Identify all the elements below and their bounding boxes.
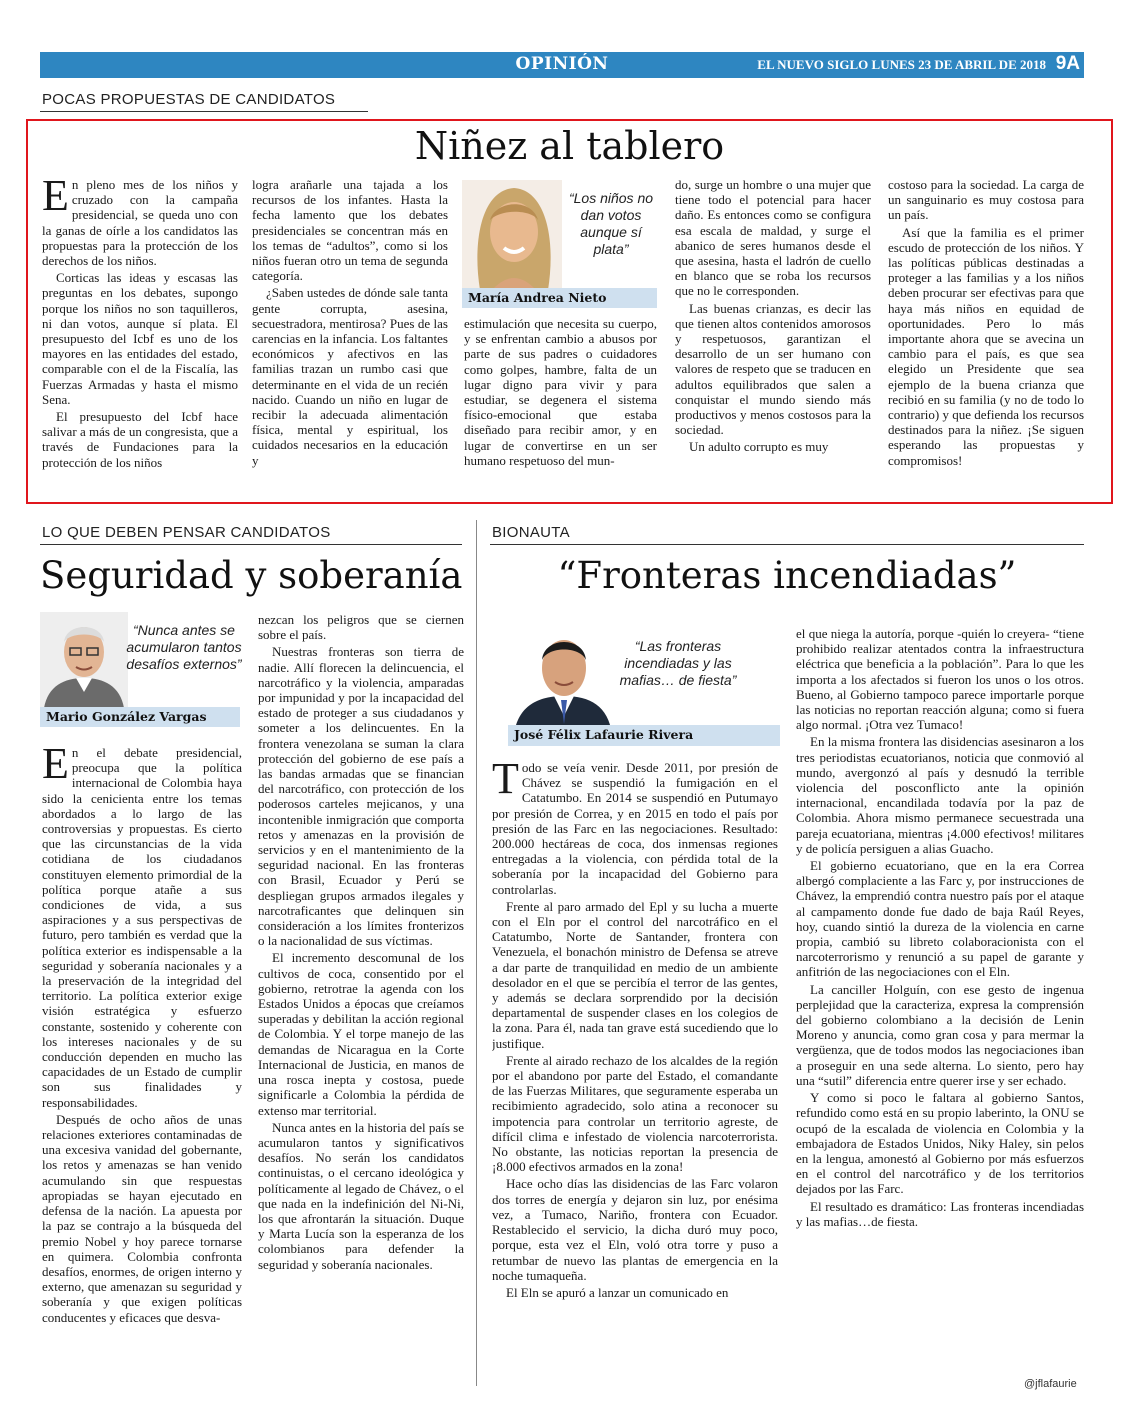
kicker-underline [40,544,462,545]
article2-title: Seguridad y soberanía [40,554,463,597]
author-handle: @jflafaurie [1024,1378,1077,1390]
article1-kicker: POCAS PROPUESTAS DE CANDIDATOS [42,91,336,108]
article3-title: “Fronteras incendiadas” [557,554,1017,597]
article2-byline: Mario González Vargas [40,707,240,727]
article2-column-1: En el debate presidencial, preocupa que la política internacional de Colombia haya sido la cenicienta entre los temas abordados a lo largo de las controversias y propuestas. Es cierto que las circunstancias de la vida cotidiana de los ciudadanos constituyen elemento primordial de la política porque atañe a sus condiciones de vida, a sus aspiraciones y a sus perspectivas de futuro, pero también es verdad que la política exterior es indispensable a la seguridad y soberanía nacionales y a la preservación de la integridad del territorio. La política exterior exige visión estratégica y esfuerzo constante, sostenido y coherente con los intereses nacionales y de su conducción dependen en mucho las capacidades de un Estado de cumplir son sus finalidades y responsabilidades. Después de ocho años de unas relaciones exteriores contaminadas de una excesiva vanidad del gobernante, los retos y amenazas se han venido acumulando sin que respuestas apropiadas se hayan ejecutado en defensa de la nación. La apuesta por la paz se contrajo a la búsqueda del premio Nobel y hoy parece tornarse en quimera. Colombia confronta desafíos, enormes, de origen interno y externo, que amenazan su seguridad y soberanía y que exigen políticas conducentes y eficaces que desva- [42,745,242,1325]
page-number: 9A [1055,53,1080,74]
article3-column-2: el que niega la autoría, porque -quién lo creyera- “tiene prohibido realizar atentados contra la infraestructura eléctrica que beneficia a la población”. Para lo que les importa a los afectados si fueron los unos o los otros. Bueno, al Gobierno tampoco parece importarle porque las noticias no reportan reacción alguna; como si fuera algo normal. ¡Otra vez Tumaco! En la misma frontera las disidencias asesinaron a los tres periodistas ecuatorianos, noticia que conmovió al mundo, avergonzó al país y desnudó la terrible violencia del posconflicto ante la opinión internacional, encandilada todavía por la paz de Colombia. Ahora mismo permanece secuestrada una pareja ecuatoriana, mientras ¡4.000 efectivos! militares y de policía persiguen a alias Guacho. El gobierno ecuatoriano, que en la era Correa albergó complaciente a las Farc y, por instrucciones de Chávez, la emprendió contra nuestro país por el ataque al campamento donde fue dado de baja Raúl Reyes, hoy, cuando sintió la dureza de la violencia en carne propia, cambió su libreto colaboracionista con el narcoterrorismo y renunció a su papel de garante y anfitrión de las negociaciones con el Eln. La canciller Holguín, con ese gesto de ingenua perplejidad que la caracteriza, expresa la comprensión del gobierno colombiano a la decisión de Lenin Moreno y anuncia, como gran cosa y para mermar la vergüenza, que de todos modos las negociaciones iban a proseguir en una sede alterna. Lo siento, pero hay una “sutil” diferencia entre querer irse y ser echado. Y como si poco le faltara al gobierno Santos, refundido como está en su propio laberinto, la ONU se ocupó de la escalada de violencia en Colombia y la embajadora de Estados Unidos, Niky Haley, sin pelos en la lengua, amonestó al Gobierno por más esfuerzos en el control del narcotráfico y de los territorios dejados por las Farc. El resultado es dramático: Las fronteras incendiadas y las mafias…de fiesta. [796,626,1084,1229]
drop-cap: E [42,745,69,788]
article3-pull-quote: “Las fronteras incendiadas y las mafias… de fiesta” [619,638,737,688]
article1-column-4: do, surge un hombre o una mujer que tiene todo el potencial para hacer daño. Es entonces como se configura esa escala de maldad, y surge el abanico de seres humanos desde el que asesina, hasta el ladrón de cuello en blanco que se roba los recursos que no le corresponden. Las buenas crianzas, es decir las que tienen altos contenidos amorosos y respetuosos, garantizan el desarrollo de un ser humano con valores de respeto que se traducen en adultos equilibrados que salen a conquistar el mundo siendo más productivos y menos costosos para la sociedad. Un adulto corrupto es muy [675,177,871,455]
drop-cap: T [492,760,519,803]
paper-date: EL NUEVO SIGLO LUNES 23 DE ABRIL DE 2018 [757,57,1046,72]
article2-pull-quote: “Nunca antes se acumularon tantos desafíos externos” [126,622,242,672]
article2-kicker: LO QUE DEBEN PENSAR CANDIDATOS [42,524,331,541]
article3-byline: José Félix Lafaurie Rivera [508,725,780,746]
section-banner [40,52,1084,78]
article1-column-3: estimulación que necesita su cuerpo, y se enfrentan cambio a abusos por parte de sus padres o cuidadores como golpes, hambre, falta de un lugar digno para vivir y para estudiar, se degenera el sistema físico-emocional que estaba diseñado para recibir amor, y en lugar de convertirse en un ser humano respetuoso del mun- [464,316,657,468]
column-divider [476,520,477,1386]
section-title: OPINIÓN [515,54,609,74]
drop-cap: E [42,177,69,220]
article3-kicker: BIONAUTA [492,524,570,541]
author-photo [508,624,618,734]
article1-pull-quote: “Los niños no dan votos aunque sí plata” [568,190,654,257]
article1-column-1: En pleno mes de los niños y cruzado con la campaña presidencial, se queda uno con la ganas de oírle a los candidatos las propuestas para la protección de los derechos de los niños. Corticas las ideas y escasas las preguntas en los debates, supongo porque los niños no son taquilleros, ni dan votos, aunque sí plata. El presupuesto del Icbf es uno de los mayores en las entidades del estado, comparable con el de la Fiscalía, las Fuerzas Armadas y hasta el mismo Sena. El presupuesto del Icbf hace salivar a más de un congresista, que a través de Fundaciones para la protección de los niños [42,177,238,470]
kicker-underline [490,544,1084,545]
article1-column-5: costoso para la sociedad. La carga de un sanguinario es muy costosa para un país. Así que la familia es el primer escudo de protección de los niños. Y las políticas públicas destinadas a proteger a las familias y a los niños deben procurar ser efectivas para que haya más niños en equidad de oportunidades. Pero lo más importante ahora que se avecina un cambio para el país, es que sea elegido un Presidente que sea ejemplo de la buena crianza que recibió en su familia (y no de todo lo contrario) y que defienda los recursos destinados para la niñez. ¡Se siguen esperando las propuestas y compromisos! [888,177,1084,468]
article3-column-1: Todo se veía venir. Desde 2011, por presión de Chávez se suspendió la fumigación en el Catatumbo. En 2014 se suspendió en Putumayo por presión de Correa, y en 2015 en todo el país por presión de las Farc en las negociaciones. Resultado: 200.000 hectáreas de coca, dos inmensas regiones entregadas a la violencia, con pérdida total de la soberanía por la incapacidad del Gobierno para controlarlas. Frente al paro armado del Epl y su lucha a muerte con el Eln por el control del narcotráfico en el Catatumbo, Norte de Santander, frontera con Venezuela, el bonachón ministro de Defensa se atreve a dar parte de tranquilidad en medio de un ambiente desolador en el que se percibía el terror de las gentes, y además se declara sorprendido por la decisión departamental de suspender clases en los colegios de la zona. Para él, nada tan grave está sucediendo que lo justifique. Frente al airado rechazo de los alcaldes de la región por el abandono por parte del Estado, el comandante de las Fuerzas Militares, que seguramente esperaba un recibimiento agradecido, solo atina a reconocer su impotencia para controlar un territorio agreste, de difícil clima e infestado de violencia narcoterrorista. No obstante, las noticias reportan la presencia de ¡8.000 efectivos armados en la zona! Hace ocho días las disidencias de las Farc volaron dos torres de energía y dejaron sin luz, por enésima vez, a Tumaco, Nariño, frontera con Ecuador. Restablecido el servicio, la dicha duró muy poco, porque, esta vez el Eln, voló otra torre y puso a retumbar de nuevo las plantas de emergencia en la noche tumaqueña. El Eln se apuró a lanzar un comunicado en [492,760,778,1300]
article2-column-2: nezcan los peligros que se ciernen sobre el país. Nuestras fronteras son tierra de nadie. Allí florecen la delincuencia, el narcotráfico y la violencia, amparadas por impunidad y por la incapacidad del estado de proteger a sus ciudadanos y someter a los delincuentes. En la frontera venezolana se suman la clara protección del gobierno de ese país a las bandas armadas que se financian del narcotráfico, con protección de los poderosos carteles mejicanos, y una incontenible inmigración que comporta retos y amenazas en la provisión de servicios y en el mantenimiento de la seguridad nacional. En las fronteras con Brasil, Ecuador y Perú se despliegan grupos armados ilegales y narcotraficantes que delinquen sin consideración a los límites fronterizos o la nacionalidad de sus víctimas. El incremento descomunal de los cultivos de coca, consentido por el gobierno, retrotrae la agenda con los Estados Unidos a épocas que creíamos superadas y debilitan la acción regional de Colombia. Y el torpe manejo de las demandas de Nicaragua en la Corte Internacional de Justicia, en manos de una rosca inepta y costosa, puede significarle a Colombia la pérdida de extenso mar territorial. Nunca antes en la historia del país se acumularon tantos y significativos desafíos. No serán los candidatos continuistas, o el cercano ideológica y políticamente al legado de Chávez, o el que nada en la indefinición del Ni-Ni, los que afrontarán la situación. Duque y Marta Lucía son la esperanza de los colombianos para defender la seguridad y soberanía nacionales. [258,612,464,1272]
article1-byline: María Andrea Nieto [462,288,657,308]
article1-title: Niñez al tablero [414,124,725,168]
kicker-underline [40,111,368,112]
author-photo [462,180,562,290]
author-photo [40,612,128,708]
article1-column-2: logra arañarle una tajada a los recursos de los infantes. Hasta la fecha lamento que los debates presidenciales se concentran más en los temas de “adultos”, como si los niños fueran otro un tema de segunda categoría. ¿Saben ustedes de dónde sale tanta gente corrupta, asesina, secuestradora, mentirosa? Pues de las carencias en la infancia. Los faltantes económicos y afectivos en las familias trazan un rumbo casi que determinante en el vida de un recién nacido. Cuando un niño en lugar de recibir la adecuada alimentación física, mental y espiritual, los cuidados necesarios en la educación y [252,177,448,468]
